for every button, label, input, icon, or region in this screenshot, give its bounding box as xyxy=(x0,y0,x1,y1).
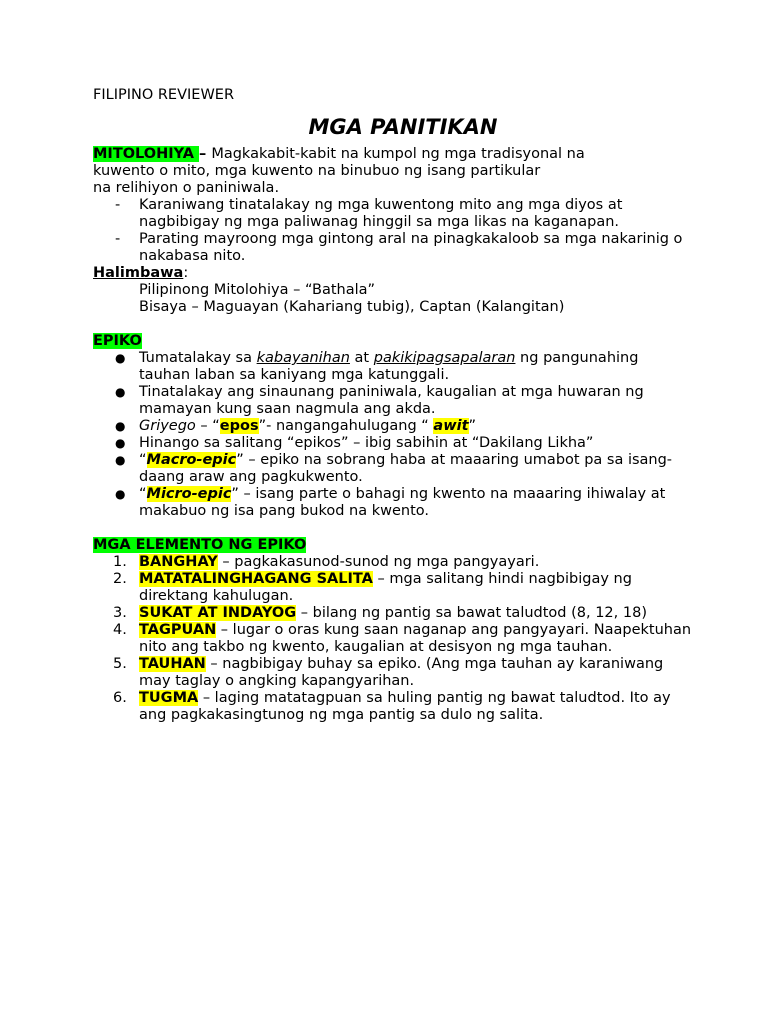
doc-label: FILIPINO REVIEWER xyxy=(93,87,235,103)
list-item: ● Hinango sa salitang “epikos” – ibig sabihin at “Dakilang Likha” xyxy=(115,435,594,451)
list-item: 1. BANGHAY – pagkakasunod-sunod ng mga pangyayari. xyxy=(113,554,540,570)
example-item: Bisaya – Maguayan (Kahariang tubig), Captan (Kalangitan) xyxy=(139,299,565,315)
mitolohiya-heading: MITOLOHIYA xyxy=(93,146,200,162)
elemento-heading: MGA ELEMENTO NG EPIKO xyxy=(93,537,307,553)
list-item: ● “Macro-epic” – epiko na sobrang haba at maaaring umabot pa sa isang-daang araw ang pagkukwento. xyxy=(115,452,673,485)
list-item: ● Tinatalakay ang sinaunang paniniwala, kaugalian at mga huwaran ng mamayan kung saan nagmula ang akda. xyxy=(115,384,644,417)
list-item: 4. TAGPUAN – lugar o oras kung saan naganap ang pangyayari. Naapektuhan nito ang takbo ng kwento, kaugalian at desisyon ng mga tauhan. xyxy=(113,622,692,655)
list-item: - Karaniwang tinatalakay ng mga kuwentong mito ang mga diyos at nagbibigay ng mga paliwanag hinggil sa mga likas na kaganapan. xyxy=(115,197,623,230)
list-item: - Parating mayroong mga gintong aral na pinagkakaloob sa mga nakarinig o nakabasa nito. xyxy=(115,231,683,264)
epiko-heading: EPIKO xyxy=(93,333,142,349)
mitolohiya-dash: – xyxy=(199,146,212,162)
list-item: ● “Micro-epic” – isang parte o bahagi ng kwento na maaaring ihiwalay at makabuo ng isa pang bukod na kwento. xyxy=(115,486,666,519)
list-item: 2. MATATALINGHAGANG SALITA – mga salitang hindi nagbibigay ng direktang kahulugan. xyxy=(113,571,632,604)
mitolohiya-definition-line2: na relihiyon o paniniwala. xyxy=(93,180,280,196)
epiko-heading-line xyxy=(93,333,693,350)
epiko-points xyxy=(93,350,693,520)
page-title: MGA PANITIKAN xyxy=(308,115,498,139)
elemento-list xyxy=(93,554,693,724)
halimbawa-label: Halimbawa: xyxy=(93,265,189,281)
mitolohiya-definition-text: Magkakabit-kabit na kumpol ng mga tradisyonal na kuwento o mito, mga kuwento na binubuo ng isang partikular xyxy=(93,146,585,179)
list-item: 6. TUGMA – laging matatagpuan sa huling pantig ng bawat taludtod. Ito ay ang pagkakasingtunog ng mga pantig sa dulo ng salita. xyxy=(113,690,671,723)
list-item: 3. SUKAT AT INDAYOG – bilang ng pantig sa bawat taludtod (8, 12, 18) xyxy=(113,605,647,621)
mitolohiya-points xyxy=(93,197,693,265)
document-page xyxy=(93,87,693,724)
list-item: ● Griyego – “epos”- nangangahulugang “ awit” xyxy=(115,418,477,434)
list-item: ● Tumatalakay sa kabayanihan at pakikipagsapalaran ng pangunahing tauhan laban sa kaniyang mga katunggali. xyxy=(115,350,639,383)
mitolohiya-definition xyxy=(93,146,633,180)
list-item: 5. TAUHAN – nagbibigay buhay sa epiko. (Ang mga tauhan ay karaniwang may taglay o angking kapangyarihan. xyxy=(113,656,664,689)
example-item: Pilipinong Mitolohiya – “Bathala” xyxy=(139,282,376,298)
elemento-heading-line xyxy=(93,537,693,554)
